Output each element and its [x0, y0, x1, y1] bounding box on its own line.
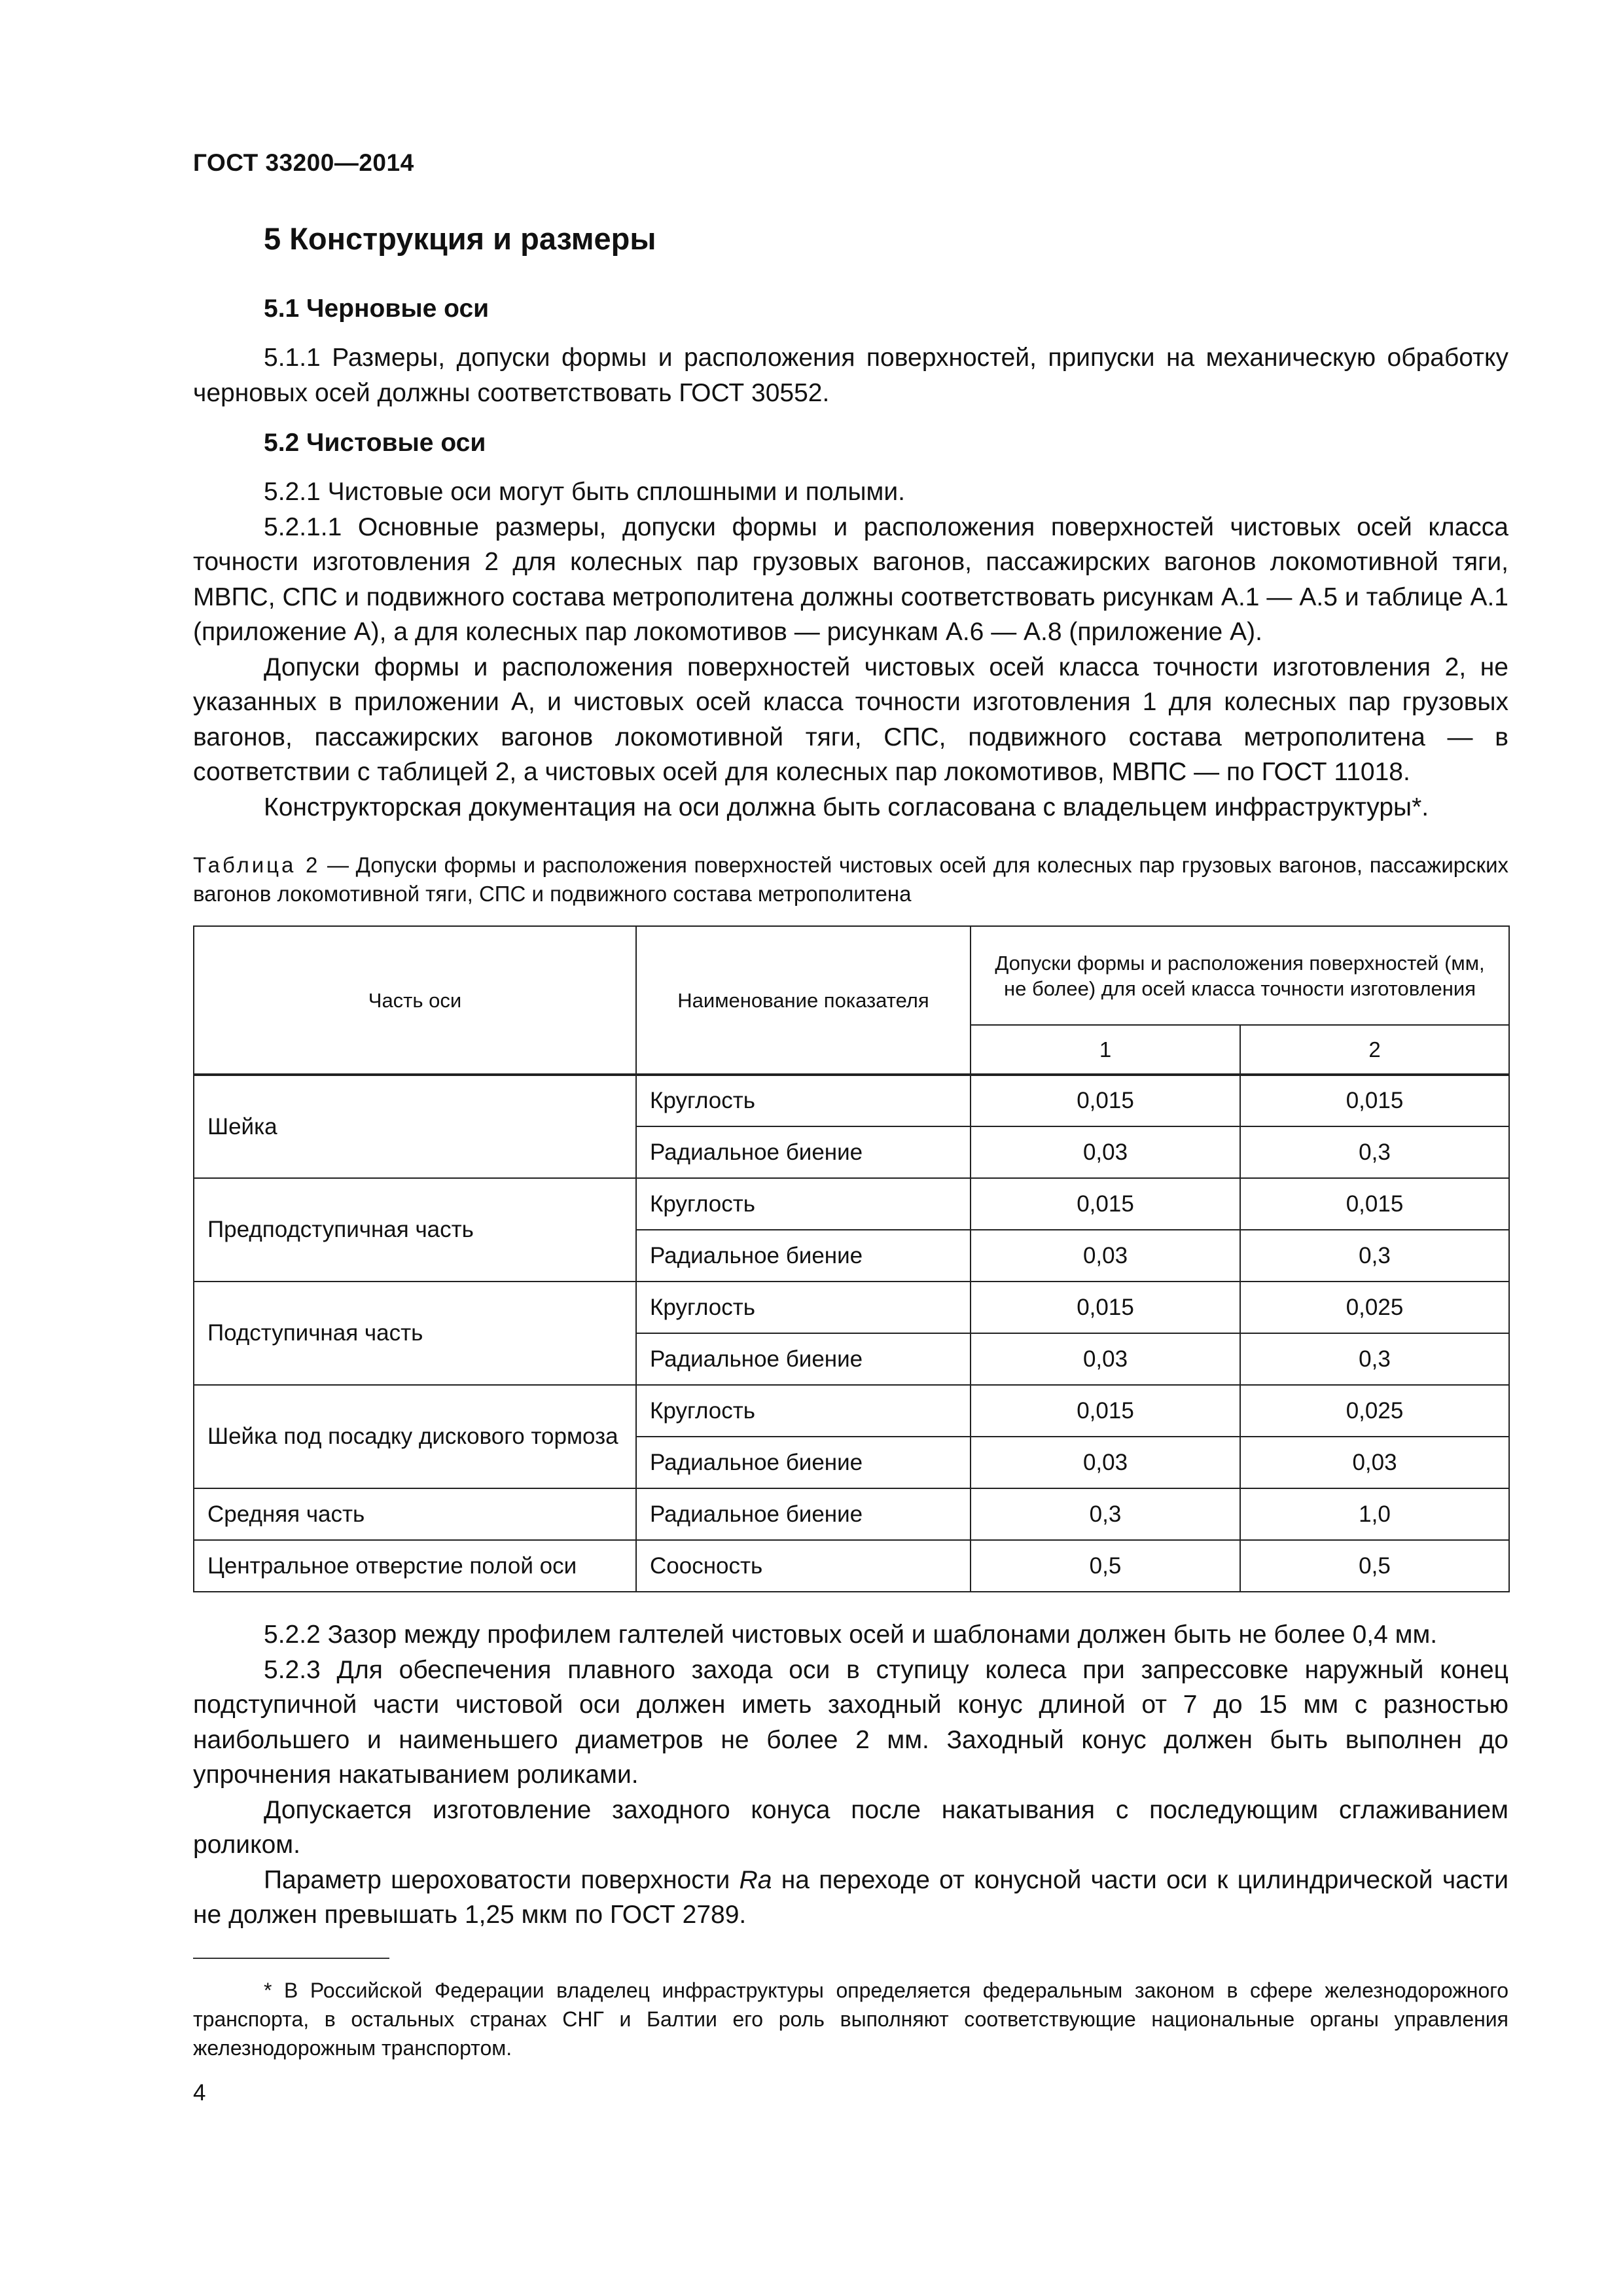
table-header	[194, 926, 1509, 1075]
paragraph-roughness	[193, 1863, 1508, 1933]
cell-indicator: Радиальное биение	[636, 1333, 971, 1385]
paragraph-5-2-3: 5.2.3 Для обеспечения плавного захода оси в ступицу колеса при запрессовке наружный конец подступичной части чистовой оси должен иметь заходный конус длиной от 7 до 15 мм с разностью наибольшего и наименьшего диаметров не более 2 мм. Заходный конус должен быть выполнен до упрочнения накатыванием роликами.	[193, 1655, 1508, 1789]
paragraph-5-2-1-1: 5.2.1.1 Основные размеры, допуски формы и расположения поверхностей чистовых осей класса точности изготовления 2 для колесных пар грузовых вагонов, пассажирских вагонов локомотивной тяги, МВПС, СПС и подвижного состава метрополитена должны соответствовать рисункам А.1 — А.5 и таблице А.1 (приложение А), а для колесных пар локомотивов — рисункам А.6 — А.8 (приложение А).	[193, 512, 1508, 646]
paragraph-documentation: Конструкторская документация на оси должна быть согласована с владельцем инфраструктуры*.	[264, 793, 1429, 821]
cell-class-1: 0,03	[971, 1230, 1240, 1282]
cell-class-2: 0,3	[1240, 1126, 1509, 1178]
header-class-1: 1	[971, 1025, 1240, 1075]
header-class-2: 2	[1240, 1025, 1509, 1075]
roughness-symbol: Ra	[739, 1865, 772, 1894]
cell-indicator: Соосность	[636, 1540, 971, 1592]
cell-class-1: 0,03	[971, 1333, 1240, 1385]
table-row	[194, 1385, 1509, 1437]
document-body	[193, 216, 1508, 2110]
table-row	[194, 1075, 1509, 1126]
cell-indicator: Круглость	[636, 1178, 971, 1230]
cell-class-2: 1,0	[1240, 1488, 1509, 1540]
table-caption-text: — Допуски формы и расположения поверхностей чистовых осей для колесных пар грузовых вагонов, пассажирских вагонов локомотивной тяги, СПС и подвижного состава метрополитена	[193, 853, 1508, 906]
cell-class-2: 0,3	[1240, 1230, 1509, 1282]
cell-class-2: 0,025	[1240, 1385, 1509, 1437]
table-row	[194, 1488, 1509, 1540]
roughness-text-after: на переходе от конусной части оси к цилиндрической части не должен превышать 1,25 мкм по ГОСТ 2789.	[193, 1865, 1508, 1929]
cell-part: Шейка под посадку дискового тормоза	[194, 1385, 636, 1488]
paragraph-5-2-1: 5.2.1 Чистовые оси могут быть сплошными и полыми.	[264, 478, 905, 506]
cell-class-1: 0,03	[971, 1126, 1240, 1178]
table-row	[194, 1282, 1509, 1333]
cell-class-2: 0,3	[1240, 1333, 1509, 1385]
cell-class-2: 0,5	[1240, 1540, 1509, 1592]
cell-indicator: Радиальное биение	[636, 1230, 971, 1282]
cell-class-2: 0,03	[1240, 1437, 1509, 1488]
paragraph-5-1-1: 5.1.1 Размеры, допуски формы и расположения поверхностей, припуски на механическую обработку черновых осей должны соответствовать ГОСТ 30552.	[193, 344, 1508, 407]
subsection-title-5-2: 5.2 Чистовые оси	[264, 429, 486, 457]
section-title: 5 Конструкция и размеры	[264, 221, 656, 256]
page-number: 4	[193, 2079, 206, 2106]
document-page	[193, 0, 1508, 2296]
paragraph-tolerances: Допуски формы и расположения поверхностей чистовых осей класса точности изготовления 2, не указанных в приложении А, и чистовых осей класса точности изготовления 1 для колесных пар грузовых вагонов, пассажирских вагонов локомотивной тяги, СПС, подвижного состава метрополитена — в соответствии с таблицей 2, а чистовых осей для колесных пар локомотивов, МВПС — по ГОСТ 11018.	[193, 653, 1508, 786]
table-row	[194, 1178, 1509, 1230]
header-indicator: Наименование показателя	[636, 926, 971, 1075]
cell-indicator: Радиальное биение	[636, 1488, 971, 1540]
subsection-title-5-1: 5.1 Черновые оси	[264, 295, 490, 323]
footnote-separator	[193, 1958, 389, 1959]
footnote: * В Российской Федерации владелец инфраструктуры определяется федеральным законом в сфере железнодорожного транспорта, в остальных странах СНГ и Балтии его роль выполняют соответствующие национальные органы управления железнодорожным транспортом.	[193, 1978, 1508, 2060]
cell-class-1: 0,5	[971, 1540, 1240, 1592]
table-body	[194, 1075, 1509, 1592]
header-part: Часть оси	[194, 926, 636, 1075]
cell-class-1: 0,3	[971, 1488, 1240, 1540]
cell-indicator: Круглость	[636, 1385, 971, 1437]
tolerance-table	[193, 925, 1510, 1592]
cell-part: Центральное отверстие полой оси	[194, 1540, 636, 1592]
table-caption	[193, 851, 1508, 908]
table-caption-label: Таблица 2	[193, 853, 321, 877]
cell-class-2: 0,015	[1240, 1178, 1509, 1230]
cell-indicator: Радиальное биение	[636, 1437, 971, 1488]
cell-indicator: Круглость	[636, 1075, 971, 1126]
after-table-text	[193, 1617, 1508, 1933]
cell-part: Средняя часть	[194, 1488, 636, 1540]
document-header: ГОСТ 33200—2014	[193, 149, 414, 176]
cell-indicator: Круглость	[636, 1282, 971, 1333]
cell-class-1: 0,015	[971, 1385, 1240, 1437]
cell-class-1: 0,03	[971, 1437, 1240, 1488]
cell-part: Шейка	[194, 1075, 636, 1178]
cell-class-1: 0,015	[971, 1075, 1240, 1126]
paragraph-entry-cone: Допускается изготовление заходного конуса после накатывания с последующим сглаживанием роликом.	[193, 1795, 1508, 1859]
cell-class-2: 0,015	[1240, 1075, 1509, 1126]
cell-class-1: 0,015	[971, 1282, 1240, 1333]
paragraph-5-2-2: 5.2.2 Зазор между профилем галтелей чистовых осей и шаблонами должен быть не более 0,4 мм.	[264, 1621, 1438, 1649]
cell-class-2: 0,025	[1240, 1282, 1509, 1333]
header-tolerance: Допуски формы и расположения поверхностей (мм, не более) для осей класса точности изготовления	[971, 926, 1509, 1025]
cell-part: Предподступичная часть	[194, 1178, 636, 1282]
roughness-text-before: Параметр шероховатости поверхности	[264, 1865, 740, 1894]
cell-part: Подступичная часть	[194, 1282, 636, 1385]
table-row	[194, 1540, 1509, 1592]
cell-class-1: 0,015	[971, 1178, 1240, 1230]
cell-indicator: Радиальное биение	[636, 1126, 971, 1178]
